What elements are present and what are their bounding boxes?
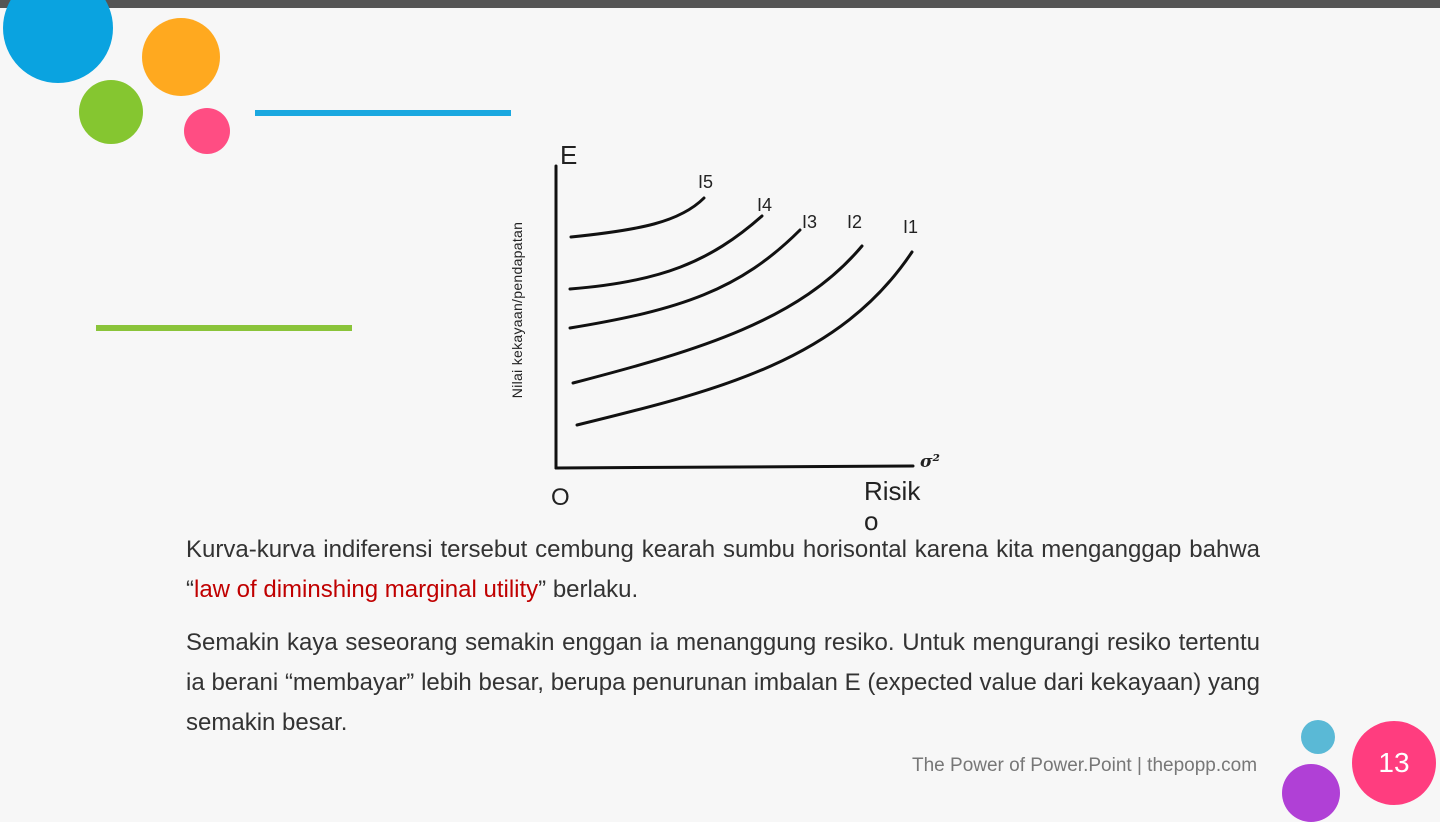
curve-label-i1: I1 [903, 217, 919, 237]
decor-circle-teal [1301, 720, 1335, 754]
paragraph-1-text: Kurva-kurva indiferensi tersebut cembung kearah sumbu horisontal karena kita menganggap bahwa “ [186, 536, 1260, 603]
curve-i5 [571, 198, 704, 237]
paragraph-1 [186, 530, 1260, 610]
page-number-badge: 13 [1352, 721, 1436, 805]
curve-label-i3: I3 [802, 212, 818, 232]
curve-i3 [570, 230, 800, 328]
paragraph-1-highlight: law of diminshing marginal utility [194, 576, 539, 603]
decor-circle-purple [1282, 764, 1340, 822]
x-axis-symbol: σ² [920, 452, 940, 472]
curve-label-i5: I5 [698, 172, 714, 192]
curve-i1 [577, 252, 912, 425]
paragraph-2: Semakin kaya seseorang semakin enggan ia menanggung resiko. Untuk mengurangi resiko tertentu ia berani “membayar” lebih besar, berupa penurunan imbalan E (expected value dari kekayaan) yang semakin besar. [186, 629, 1260, 736]
y-axis-label: E [560, 140, 578, 170]
curve-i4 [570, 216, 762, 289]
x-axis-label: Risiko [864, 476, 921, 536]
footer-credit: The Power of Power.Point | thepopp.com [912, 755, 1258, 776]
curve-label-i4: I4 [757, 195, 773, 215]
y-axis-title: Nilai kekayaan/pendapatan [509, 221, 525, 399]
curve-label-i2: I2 [847, 212, 863, 232]
x-axis [556, 466, 913, 468]
curve-i2 [573, 246, 862, 383]
origin-label: O [551, 484, 570, 511]
paragraph-1-end: ” berlaku. [538, 576, 639, 603]
